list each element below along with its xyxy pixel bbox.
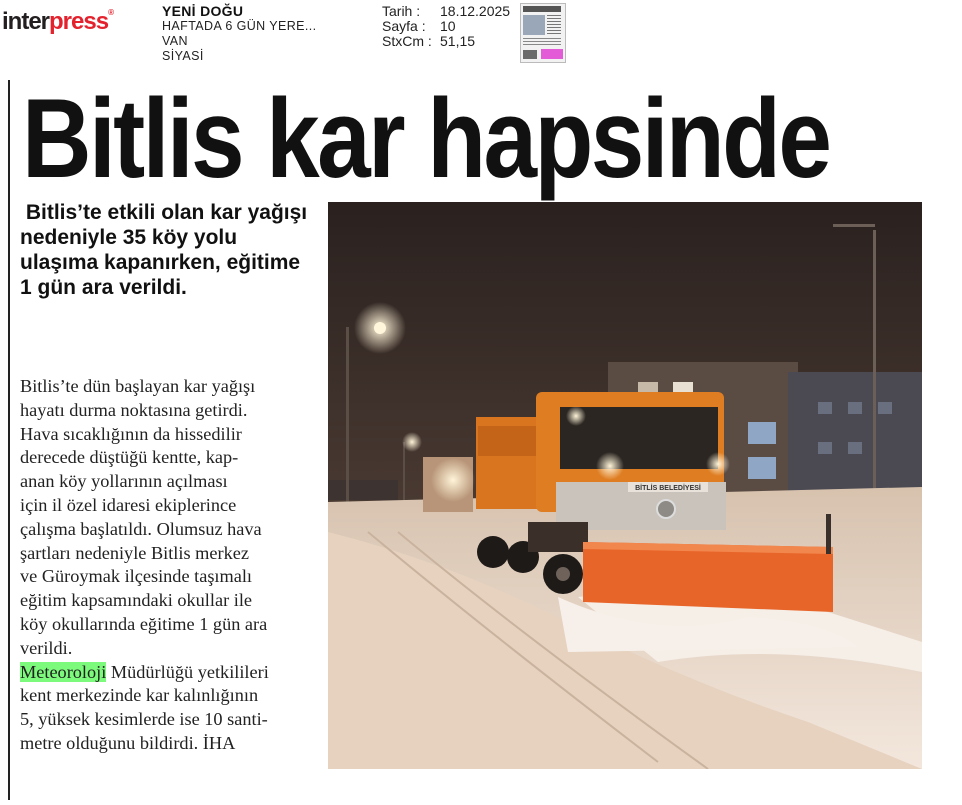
article-body-tail: Müdürlüğü yetkilileri kent merkezinde kar kalınlığının 5, yüksek kesimlerde ise 10 santi- metre olduğunu bildirdi. İHA — [20, 661, 269, 753]
publication-category: SİYASİ — [162, 49, 204, 63]
thumb-image — [523, 50, 537, 59]
thumb-highlight — [541, 49, 563, 59]
article-body — [20, 375, 318, 756]
page-thumbnail[interactable] — [520, 3, 566, 63]
logo-registered-mark: ® — [108, 8, 113, 17]
date-label: Tarih : — [382, 3, 421, 19]
page-value: 10 — [440, 18, 456, 34]
meta-row-page — [382, 19, 520, 34]
thumb-photo — [523, 15, 545, 35]
article-headline: Bitlis kar hapsinde — [22, 76, 830, 201]
meta-row-size — [382, 34, 520, 49]
logo-text-press: press — [49, 8, 109, 35]
distant-truck — [423, 457, 475, 512]
date-value: 18.12.2025 — [440, 3, 511, 19]
highlighted-keyword: Meteoroloji — [20, 661, 107, 682]
publication-city: VAN — [162, 34, 188, 48]
clipping-meta — [382, 4, 520, 49]
page-label: Sayfa : — [382, 18, 426, 34]
source-info — [162, 4, 317, 64]
article-photo — [328, 202, 922, 769]
thumb-column — [547, 15, 561, 35]
logo-text-inter: inter — [2, 8, 50, 35]
article-spot: Bitlis’te etkili olan kar yağışı nedeniyle 35 köy yolu ulaşıma kapanırken, eğitime 1 gün ara verildi. — [20, 201, 308, 299]
size-value: 51,15 — [440, 33, 476, 49]
article-body-main: Bitlis’te dün başlayan kar yağışı hayatı durma noktasına getirdi. Hava sıcaklığının da hissedilir derecede düştüğü kentte, kap- anan köy yollarının açılması için il özel idaresi ekiplerince çalışma başlatıldı. Olumsuz hava şartları nedeniyle Bitlis merkez ve Güroymak ilçesinde taşımalı eğitim kapsamındaki okullar ile köy okullarında eğitime 1 gün ara verildi. — [20, 376, 268, 658]
publication-frequency: HAFTADA 6 GÜN YERE... — [162, 19, 317, 33]
size-label: StxCm : — [382, 33, 432, 49]
meta-row-date — [382, 4, 520, 19]
thumb-masthead — [523, 6, 561, 12]
clipping-left-rule — [8, 80, 10, 800]
interpress-logo — [2, 8, 113, 36]
thumb-text — [523, 38, 561, 46]
truck-label: BİTLİS BELEDİYESİ — [635, 485, 701, 492]
snowplow-night-scene — [328, 202, 922, 769]
newspaper-name: YENİ DOĞU — [162, 3, 244, 19]
